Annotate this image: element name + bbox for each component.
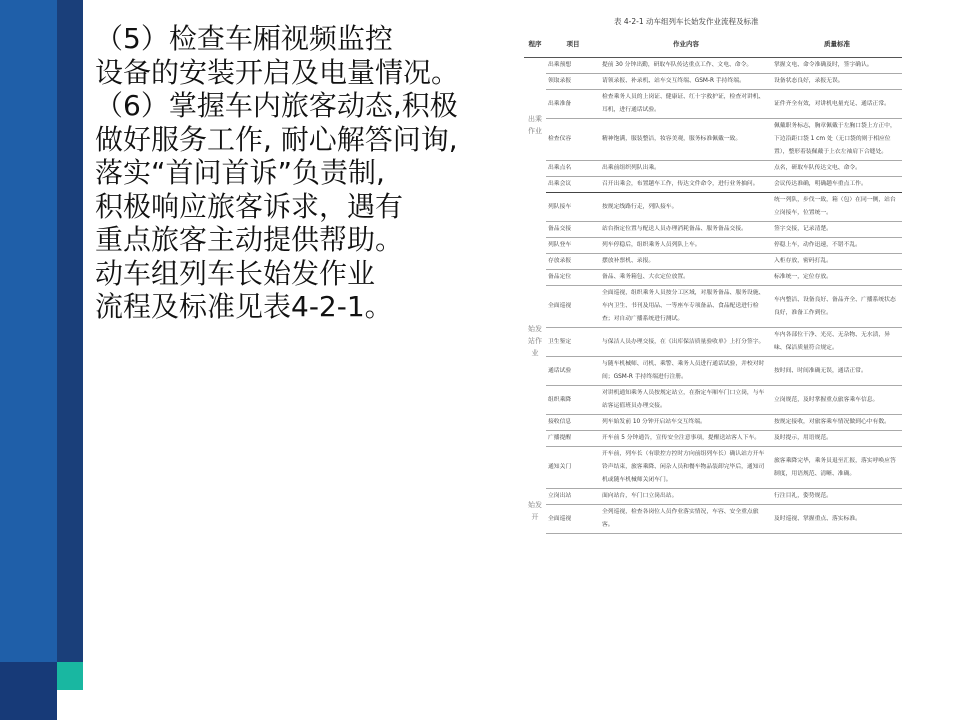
body-line: （6）掌握车内旅客动态,积极 [95, 89, 458, 122]
table-row [524, 415, 902, 431]
standard-cell: 佩戴职务标志，胸章佩戴于左胸口袋上方正中，下边沿距口袋 1 cm 处（无口袋的则于相应位置），整形着装佩戴于上衣左袖肩下合缝处。 [772, 119, 902, 161]
header-item: 项目 [546, 32, 600, 58]
header-stage: 程序 [524, 32, 546, 58]
content-cell: 站台指定位置与配送人员办理消耗备品、服务备品交接。 [600, 222, 772, 238]
item-cell: 备品定位 [546, 270, 600, 286]
table-row [524, 90, 902, 119]
content-cell: 精神饱满，服装整洁，妆容美观，服务标准佩戴一致。 [600, 119, 772, 161]
item-cell: 检查仪容 [546, 119, 600, 161]
header-content: 作业内容 [600, 32, 772, 58]
content-cell: 召开出乘会，布置趟车工作，传达文件命令，进行业务抽问。 [600, 177, 772, 193]
stage-cell: 出乘作业 [528, 115, 542, 136]
table-row [524, 431, 902, 447]
standard-cell: 停稳上车，动作迅速，不错不乱。 [772, 238, 902, 254]
left-decor-bar [0, 0, 57, 720]
corner-block-green [57, 662, 83, 690]
content-cell: 列车停稳后，组织乘务人员列队上车。 [600, 238, 772, 254]
body-line: 落实“首问首诉”负责制, [95, 156, 385, 189]
table-row [524, 489, 902, 505]
content-cell: 请领录报、补录机、站车交互终端、GSM-R 手持终端。 [600, 74, 772, 90]
table-row [524, 177, 902, 193]
item-cell: 出乘准备 [546, 90, 600, 119]
content-cell: 开车前，列车长（有联控方控时方向前组列车长）确认站方开车铃声结束，旅客乘降、闲杂人员和餐车物品装卸完毕后，通知司机或随车机械师关闭车门。 [600, 447, 772, 489]
item-cell: 通知关门 [546, 447, 600, 489]
body-line: （5）检查车厢视频监控 [95, 22, 393, 55]
content-cell: 提前 30 分钟出勤，研取车队传达重点工作、文电、命令。 [600, 58, 772, 74]
standard-cell: 按时间、时间准确无误，通话正常。 [772, 357, 902, 386]
table-row [524, 270, 902, 286]
content-cell: 列车始发前 10 分钟开启站车交互终端。 [600, 415, 772, 431]
standard-cell: 及时巡视、掌握重点、落实标准。 [772, 505, 902, 534]
table-row [524, 447, 902, 489]
body-line: 积极响应旅客诉求，遇有 [95, 189, 404, 223]
content-cell: 摆放补票机、录报。 [600, 254, 772, 270]
stage-cell: 始发开 [528, 501, 542, 521]
item-cell: 立岗出站 [546, 489, 600, 505]
item-cell: 组织乘降 [546, 386, 600, 415]
corner-block-dark [0, 662, 57, 720]
stage-cell: 始发站作业 [528, 324, 542, 357]
table-body [524, 58, 902, 534]
item-cell: 通话试验 [546, 357, 600, 386]
item-cell: 存放录报 [546, 254, 600, 270]
item-cell: 出乘会议 [546, 177, 600, 193]
table-row [524, 328, 902, 357]
content-cell: 全面巡视，组织乘务人员按分工区域，对服务备品、服务设施、车内卫生、书刊及用品、一等座车专项备品、食品配送进行检查；对自动广播系统进行测试。 [600, 286, 772, 328]
standard-cell: 车内整洁、设备良好、备品齐全、广播系统状态良好，准备工作到位。 [772, 286, 902, 328]
standard-cell: 立岗规范，及时掌握重点旅客乘车信息。 [772, 386, 902, 415]
table-row [524, 58, 902, 74]
body-line: 重点旅客主动提供帮助。 [95, 223, 404, 256]
table-row [524, 238, 902, 254]
left-decor-stripe [57, 0, 83, 720]
standard-cell: 点名，研取车队传达文电、命令。 [772, 161, 902, 177]
standard-cell: 会议传达准确，明确趟车重点工作。 [772, 177, 902, 193]
content-cell: 检查乘务人员的上岗证、健康证、红十字救护证，检查对讲机、耳机，进行通话试验。 [600, 90, 772, 119]
body-text [95, 22, 507, 324]
table-row [524, 161, 902, 177]
standard-cell: 按规定接收，对旅客乘车情况做到心中有数。 [772, 415, 902, 431]
content-cell: 面向站台，车门口立岗出站。 [600, 489, 772, 505]
item-cell: 列队登车 [546, 238, 600, 254]
standard-cell: 设备状态良好，录报无误。 [772, 74, 902, 90]
table-header-row [524, 32, 902, 58]
table-title: 表 4-2-1 动车组列车长始发作业流程及标准 [614, 17, 759, 26]
table-row [524, 254, 902, 270]
standard-cell: 及时提示，用语规范。 [772, 431, 902, 447]
content-cell: 与随车机械师、司机、乘警、乘务人员进行通话试验，并校对时间；GSM-R 手持终端进行注册。 [600, 357, 772, 386]
item-cell: 出乘点名 [546, 161, 600, 177]
content-cell: 按规定线路行走，列队接车。 [600, 193, 772, 222]
item-cell: 出乘预想 [546, 58, 600, 74]
item-cell: 领取录报 [546, 74, 600, 90]
item-cell: 备品交接 [546, 222, 600, 238]
item-cell: 接收信息 [546, 415, 600, 431]
content-cell: 开车前 5 分钟通告，宣传安全注意事项，提醒送站客人下车。 [600, 431, 772, 447]
item-cell: 卫生鉴定 [546, 328, 600, 357]
table-row [524, 286, 902, 328]
standard-cell: 统一列队，步伐一致，箱（包）在同一侧，站台立岗接车，位置统一。 [772, 193, 902, 222]
content-cell: 全列巡视，检查各岗位人员作业落实情况，车容、安全重点旅客。 [600, 505, 772, 534]
table-row [524, 119, 902, 161]
body-line: 设备的安装开启及电量情况。 [95, 55, 460, 89]
standard-cell: 证件齐全有效，对讲机电量充足、通话正常。 [772, 90, 902, 119]
content-cell: 备品、乘务箱包、大衣定位放置。 [600, 270, 772, 286]
table-row [524, 74, 902, 90]
content-cell: 与保洁人员办理交接，在《出库保洁质量验收单》上打分签字。 [600, 328, 772, 357]
standard-cell: 车内各部位干净、光亮、无杂物、无水渍，异味、保洁质量符合规定。 [772, 328, 902, 357]
standard-cell: 签字交接，记录清楚。 [772, 222, 902, 238]
standard-cell: 旅客乘降完毕，乘务员退至汇报，落实呼唤应答制度，用语规范、清晰、准确。 [772, 447, 902, 489]
body-line: 流程及标准见表4-2-1。 [95, 290, 393, 323]
standard-cell: 行注目礼，姿势规范。 [772, 489, 902, 505]
table-row [524, 222, 902, 238]
body-line: 做好服务工作, 耐心解答问询, [95, 122, 458, 156]
standard-cell: 入柜存放，密码打乱。 [772, 254, 902, 270]
standard-cell: 标准统一，定位存放。 [772, 270, 902, 286]
table-row [524, 357, 902, 386]
item-cell: 列队接车 [546, 193, 600, 222]
table-row [524, 193, 902, 222]
body-line: 动车组列车长始发作业 [95, 256, 376, 290]
table-row [524, 386, 902, 415]
content-cell: 出乘前组织列队出乘。 [600, 161, 772, 177]
standard-table [524, 32, 902, 534]
table-row [524, 505, 902, 534]
item-cell: 全面巡视 [546, 505, 600, 534]
header-standard: 质量标准 [772, 32, 902, 58]
standard-cell: 掌握文电、命令准确及时，签字确认。 [772, 58, 902, 74]
item-cell: 广播提醒 [546, 431, 600, 447]
standard-table-image [524, 14, 902, 720]
content-cell: 对讲机通知乘务人员按规定站立，在指定车厢车门口立岗，与车站客运值班员办理交接。 [600, 386, 772, 415]
corner-block-white [57, 690, 83, 720]
item-cell: 全面巡视 [546, 286, 600, 328]
